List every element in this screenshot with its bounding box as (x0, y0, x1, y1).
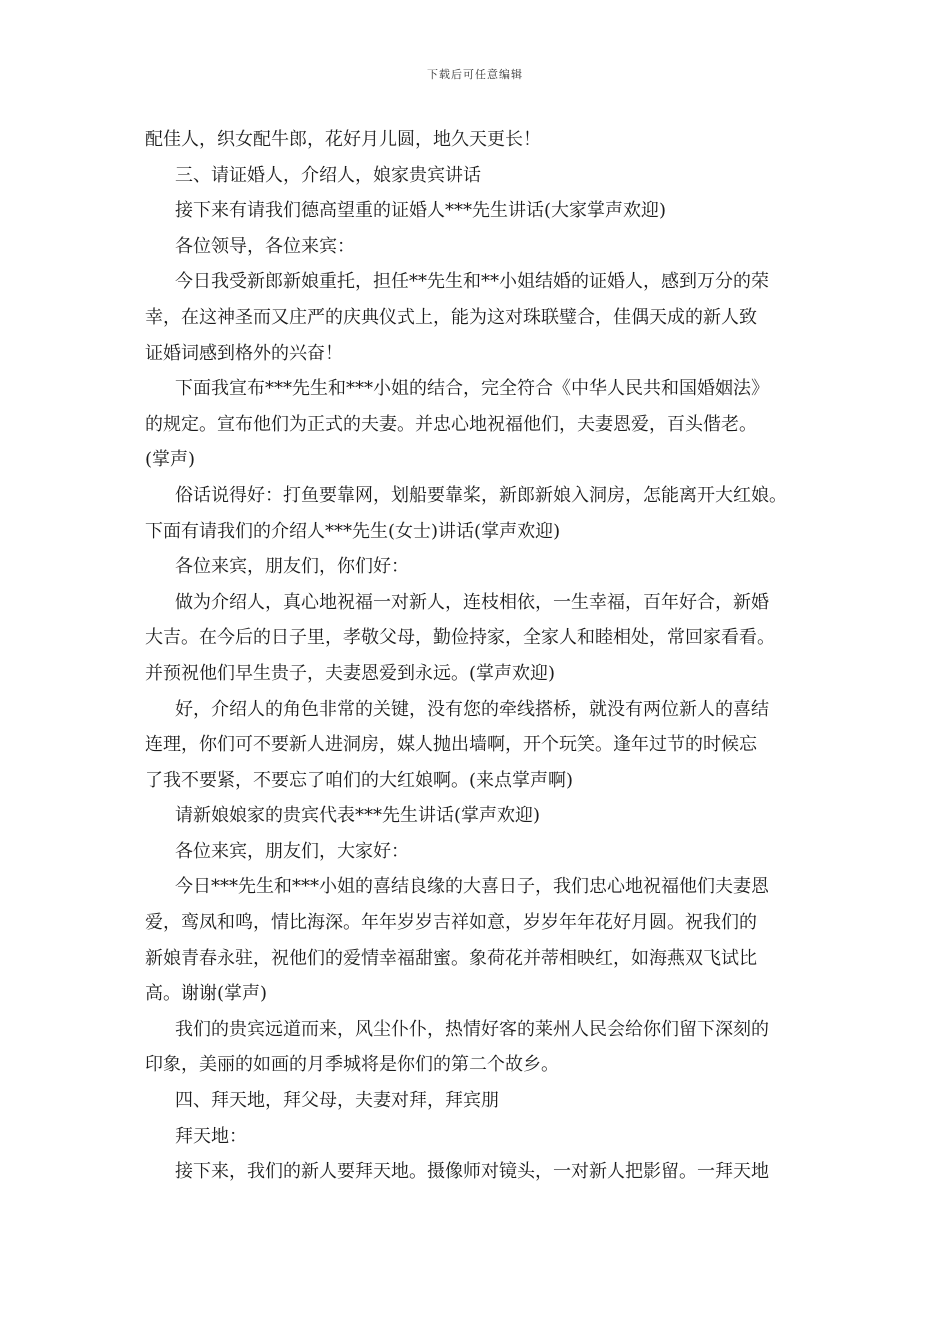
text-line: 俗话说得好：打鱼要靠网，划船要靠桨，新郎新娘入洞房，怎能离开大红娘。 (175, 484, 787, 506)
text-line: 证婚词感到格外的兴奋！ (145, 342, 343, 364)
text-line: 接下来有请我们德高望重的证婚人***先生讲话(大家掌声欢迎) (175, 200, 667, 222)
text-line: 今日***先生和***小姐的喜结良缘的大喜日子，我们忠心地祝福他们夫妻恩 (175, 876, 769, 898)
text-line: 请新娘娘家的贵宾代表***先生讲话(掌声欢迎) (175, 805, 541, 827)
text-line: 今日我受新郎新娘重托，担任**先生和**小姐结婚的证婚人，感到万分的荣 (175, 271, 769, 293)
text-line: 高。谢谢(掌声) (145, 983, 268, 1005)
text-line: 了我不要紧，不要忘了咱们的大红娘啊。(来点掌声啊) (145, 769, 574, 791)
text-line: 各位来宾，朋友们，大家好： (175, 840, 409, 862)
text-line: 配佳人，织女配牛郎，花好月儿圆，地久天更长！ (145, 129, 541, 150)
text-line: 拜天地： (175, 1125, 247, 1147)
text-line: 做为介绍人，真心地祝福一对新人，连枝相依，一生幸福，百年好合，新婚 (175, 591, 769, 613)
document-body (145, 122, 825, 1190)
text-line: 连理，你们可不要新人进洞房，媒人抛出墙啊，开个玩笑。逢年过节的时候忘 (145, 734, 757, 756)
text-line: 大吉。在今后的日子里，孝敬父母，勤俭持家，全家人和睦相处，常回家看看。 (145, 627, 775, 649)
text-line: 好，介绍人的角色非常的关键，没有您的牵线搭桥，就没有两位新人的喜结 (175, 698, 769, 720)
text-line: 各位领导，各位来宾： (175, 235, 355, 257)
text-line: 幸，在这神圣而又庄严的庆典仪式上，能为这对珠联璧合，佳偶天成的新人致 (145, 306, 757, 328)
text-line: 四、拜天地，拜父母，夫妻对拜，拜宾朋 (175, 1090, 499, 1112)
text-line: 印象，美丽的如画的月季城将是你们的第二个故乡。 (145, 1054, 559, 1076)
text-line: 我们的贵宾远道而来，风尘仆仆，热情好客的莱州人民会给你们留下深刻的 (175, 1018, 769, 1040)
text-line: 下面我宣布***先生和***小姐的结合，完全符合《中华人民共和国婚姻法》 (175, 378, 769, 400)
text-line: 并预祝他们早生贵子，夫妻恩爱到永远。(掌声欢迎) (145, 662, 556, 684)
text-line: (掌声) (145, 449, 196, 471)
header-note: 下载后可任意编辑 (427, 68, 523, 81)
text-line: 接下来，我们的新人要拜天地。摄像师对镜头，一对新人把影留。一拜天地 (175, 1161, 769, 1183)
text-line: 各位来宾，朋友们，你们好： (175, 556, 409, 578)
text-line: 三、请证婚人，介绍人，娘家贵宾讲话 (175, 164, 481, 186)
text-line: 新娘青春永驻，祝他们的爱情幸福甜蜜。象荷花并蒂相映红，如海燕双飞试比 (145, 947, 757, 969)
text-line: 爱，鸾凤和鸣，情比海深。年年岁岁吉祥如意，岁岁年年花好月圆。祝我们的 (145, 912, 757, 934)
text-line: 下面有请我们的介绍人***先生(女士)讲话(掌声欢迎) (145, 520, 561, 542)
text-line: 的规定。宣布他们为正式的夫妻。并忠心地祝福他们，夫妻恩爱，百头偕老。 (145, 413, 757, 435)
